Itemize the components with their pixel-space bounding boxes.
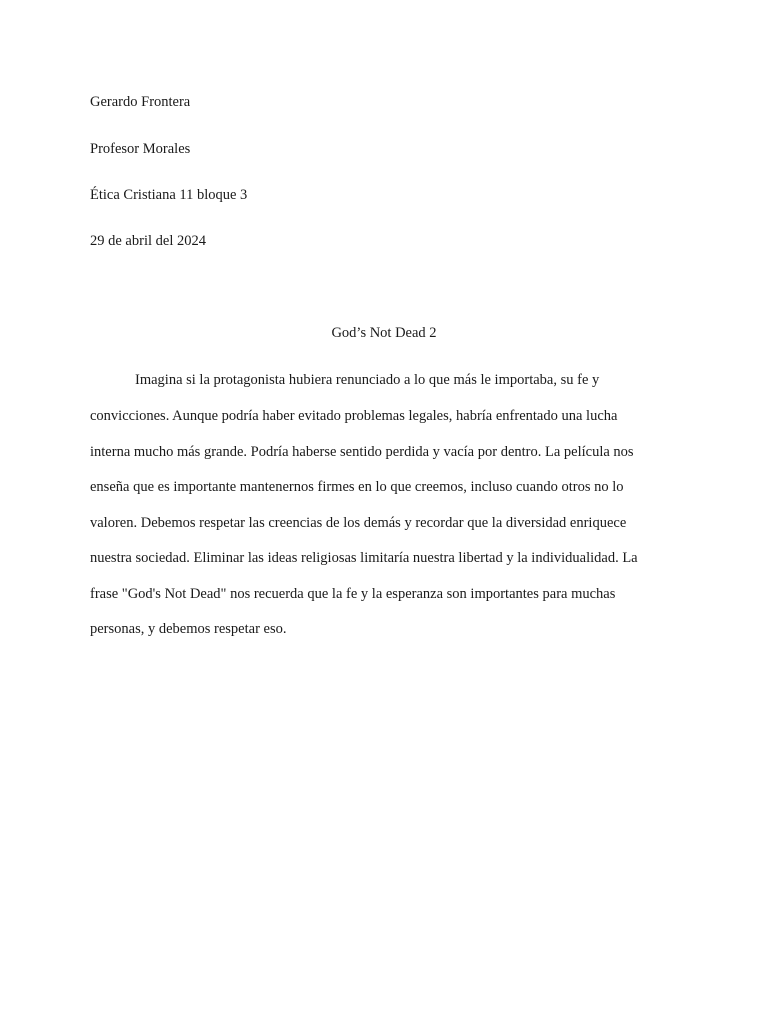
paragraph-line-2: convicciones. Aunque podría haber evitado problemas legales, habría enfrentado una lucha <box>90 408 618 424</box>
course-name: Ética Cristiana 11 bloque 3 <box>90 187 248 203</box>
paragraph-line-3: interna mucho más grande. Podría haberse sentido perdida y vacía por dentro. La película nos <box>90 444 634 460</box>
student-name: Gerardo Frontera <box>90 94 191 110</box>
paragraph-line-1: Imagina si la protagonista hubiera renunciado a lo que más le importaba, su fe y <box>135 372 600 388</box>
paragraph-line-5: valoren. Debemos respetar las creencias de los demás y recordar que la diversidad enriquece <box>90 515 627 531</box>
document-date: 29 de abril del 2024 <box>90 233 206 249</box>
paragraph-line-4: enseña que es importante mantenernos firmes en lo que creemos, incluso cuando otros no lo <box>90 479 624 495</box>
paragraph-line-8: personas, y debemos respetar eso. <box>90 621 287 637</box>
paragraph-line-7: frase "God's Not Dead" nos recuerda que la fe y la esperanza son importantes para muchas <box>90 586 616 602</box>
paragraph-line-6: nuestra sociedad. Eliminar las ideas religiosas limitaría nuestra libertad y la individualidad. La <box>90 550 638 566</box>
professor-name: Profesor Morales <box>90 141 191 157</box>
document-title: God’s Not Dead 2 <box>331 325 437 341</box>
